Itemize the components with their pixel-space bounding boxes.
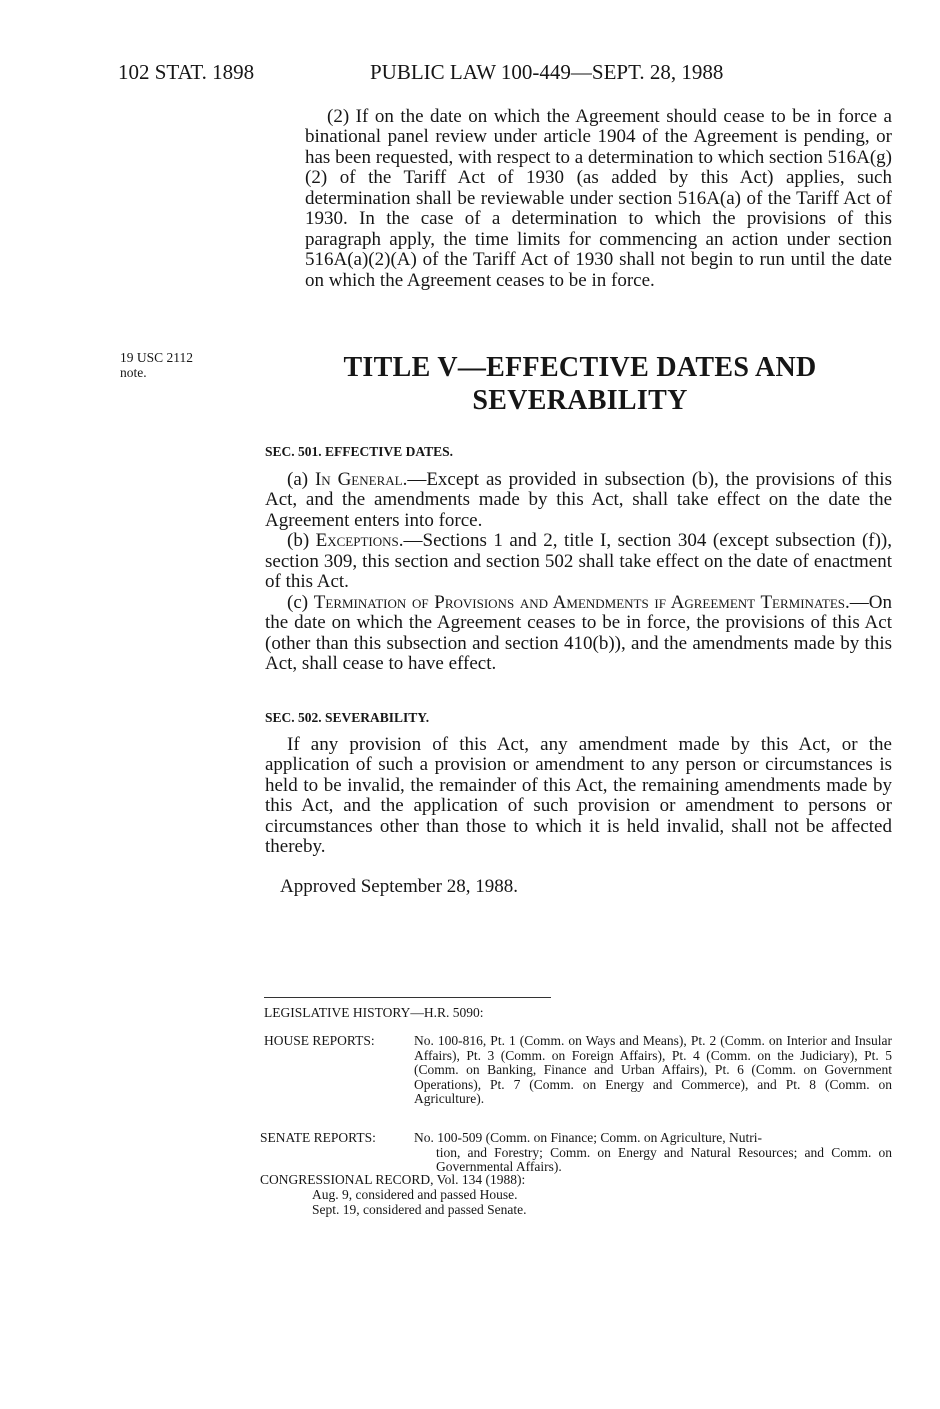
title-heading — [300, 351, 860, 417]
paragraph-2: (2) If on the date on which the Agreement should cease to be in force a binational panel review under article 1904 of the Agreement is pending, or has been requested, with respect to a determination to which section 516A(g)(2) of the Tariff Act of 1930 (as added by this Act) applies, such determination shall be reviewable under section 516A(a) of the Tariff Act of 1930. In the case of a determination to which the provisions of this paragraph apply, the time limits for commencing an action under section 516A(a)(2)(A) of the Tariff Act of 1930 shall not begin to run until the date on which the Agreement ceases to be in force. — [305, 106, 892, 291]
approval-date: Approved September 28, 1988. — [280, 876, 518, 897]
subsection-a-text: .—Except as provided in subsection (b), the provisions of this Act, and the amendments made by this Act, shall take effect on the date the Agreement enters into force. — [265, 469, 892, 531]
subsection-c-heading: Termination of Provisions and Amendments if Agreement Terminates — [313, 591, 846, 613]
page-header — [118, 60, 818, 90]
legislative-history-title: LEGISLATIVE HISTORY—H.R. 5090: — [264, 1005, 484, 1020]
senate-reports-line-1: No. 100-509 (Comm. on Finance; Comm. on Agriculture, Nutri- — [414, 1130, 762, 1145]
senate-reports-text — [414, 1131, 892, 1175]
subsection-b — [265, 531, 892, 592]
congressional-record-items — [312, 1188, 526, 1217]
subsection-b-label: (b) — [287, 530, 316, 552]
margin-note-suffix: note. — [120, 365, 147, 380]
sec-501-heading: SEC. 501. EFFECTIVE DATES. — [265, 444, 454, 459]
congressional-record-label: CONGRESSIONAL RECORD, Vol. 134 (1988): — [260, 1172, 526, 1187]
public-law-citation: PUBLIC LAW 100-449—SEPT. 28, 1988 — [370, 60, 724, 84]
senate-reports-label: SENATE REPORTS: — [260, 1130, 376, 1145]
margin-note — [120, 350, 250, 380]
sec-502-heading: SEC. 502. SEVERABILITY. — [265, 710, 430, 725]
sec-501-body — [265, 470, 892, 675]
house-reports-text: No. 100-816, Pt. 1 (Comm. on Ways and Means), Pt. 2 (Comm. on Interior and Insular Affairs), Pt. 3 (Comm. on Foreign Affairs), Pt. 4 (Comm. on the Judiciary), Pt. 5 (Comm. on Banking, Finance and Urban Affairs), Pt. 6 (Comm. on Government Operations), Pt. 7 (Comm. on Energy and Commerce), and Pt. 8 (Comm. on Agriculture). — [414, 1033, 892, 1106]
stat-page-number: 102 STAT. 1898 — [118, 60, 255, 84]
margin-note-citation: 19 USC 2112 — [120, 350, 194, 365]
title-line-2: SEVERABILITY — [472, 385, 688, 416]
house-reports-label: HOUSE REPORTS: — [264, 1033, 375, 1048]
subsection-c-label: (c) — [287, 591, 314, 613]
congressional-record-item: Sept. 19, considered and passed Senate. — [312, 1201, 527, 1217]
congressional-record-item: Aug. 9, considered and passed House. — [312, 1187, 518, 1202]
subsection-a-heading: In General — [314, 469, 403, 490]
subsection-a-label: (a) — [287, 469, 315, 490]
subsection-b-text: .—Sections 1 and 2, title I, section 304 (except subsection (f)), section 309, this section and section 502 shall take effect on the date of enactment of this Act. — [265, 530, 893, 593]
footnote-divider — [264, 997, 551, 998]
title-line-1: TITLE V—EFFECTIVE DATES AND — [343, 352, 817, 383]
subsection-c-text: .—On the date on which the Agreement ceases to be in force, the provisions of this Act (other than this subsection and section 410(b)), and the amendments made by this Act, shall cease to have effect. — [265, 591, 892, 675]
subsection-b-heading: Exceptions — [315, 530, 399, 552]
senate-reports-continuation: tion, and Forestry; Comm. on Energy and Natural Resources; and Comm. on Governmental Affairs). — [436, 1144, 892, 1174]
sec-502-body: If any provision of this Act, any amendment made by this Act, or the application of such a provision or amendment to any person or circumstances is held to be invalid, the remainder of this Act, the remaining amendments made by this Act, and the application of such provision or amendment to persons or circumstances other than those to which it is held invalid, shall not be affected thereby. — [265, 734, 892, 858]
subsection-a — [265, 470, 892, 531]
subsection-c — [265, 593, 892, 675]
